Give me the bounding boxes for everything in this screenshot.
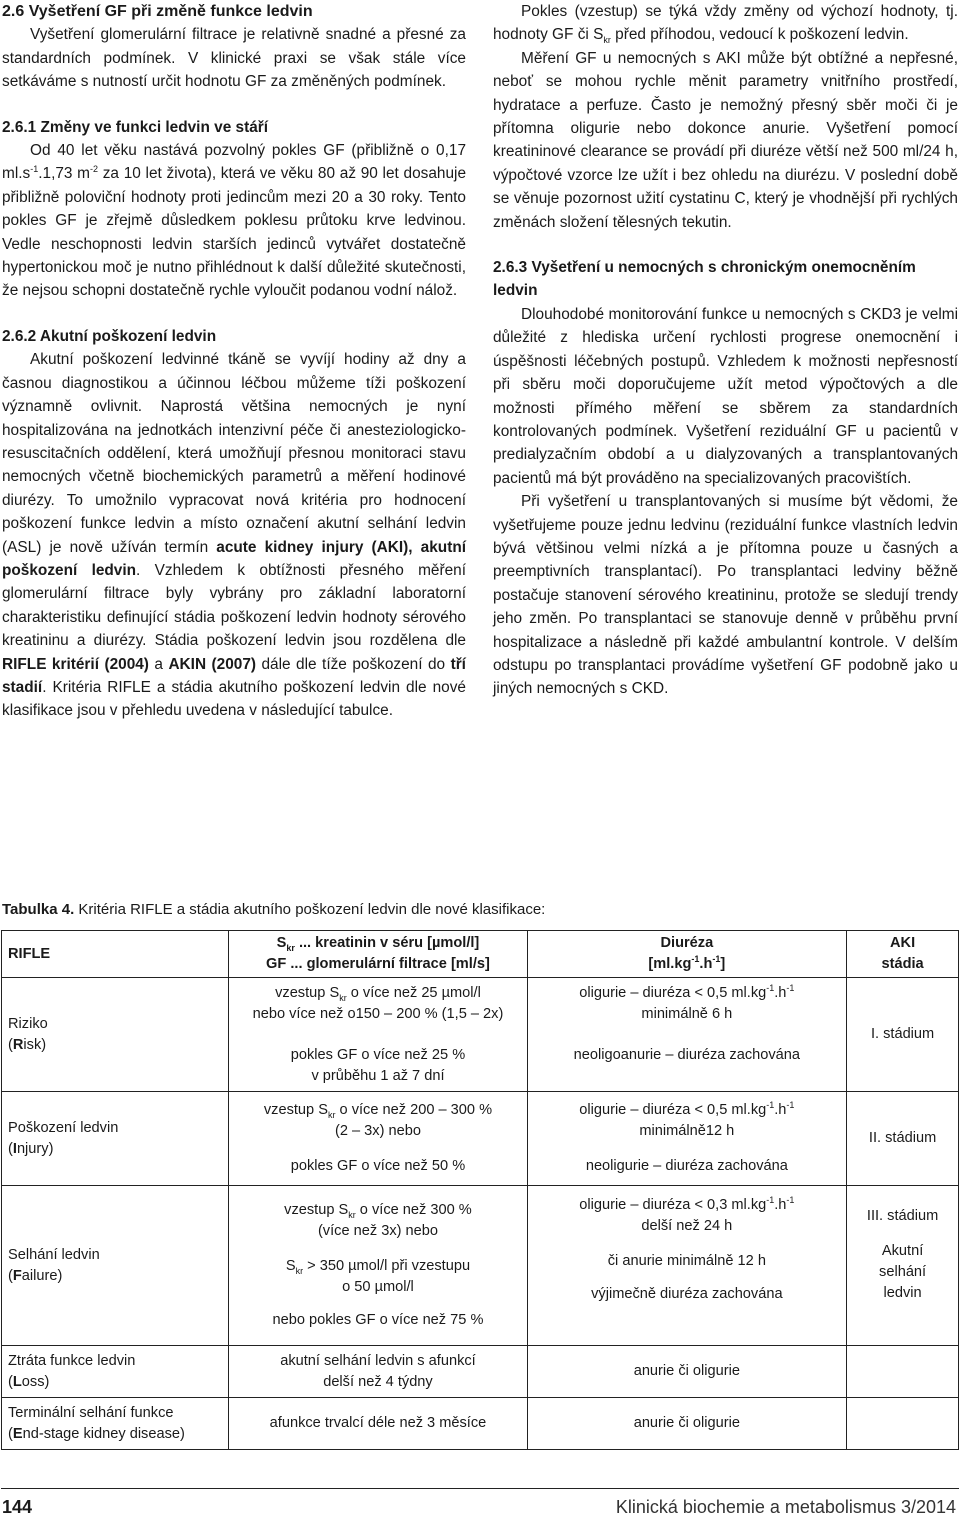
table-row-failure	[2, 1186, 959, 1346]
header-creatinine-gf: $S_{kr}$ ... kreatinin v séru [µmol/l] GF ... glomerulární filtrace [ml/s]	[229, 931, 527, 978]
right-column	[493, 0, 958, 701]
table-row-risk	[2, 978, 959, 1092]
table-header-row	[2, 931, 959, 978]
cell-loss-stage	[847, 1346, 959, 1398]
cell-loss-diuresis: anurie či oligurie	[527, 1346, 847, 1398]
rifle-table	[1, 930, 959, 1450]
subsection-heading-2-6-2: 2.6.2 Akutní poškození ledvin	[2, 327, 217, 345]
subsection-heading-2-6-3: 2.6.3 Vyšetření u nemocných s chronickým onemocněním ledvin	[493, 259, 916, 300]
table-row-injury	[2, 1092, 959, 1186]
cell-injury-stage: II. stádium	[847, 1092, 959, 1186]
paragraph-measurement: Měření GF u nemocných s AKI může být obtížné a nepřesné, neboť se mohou rychle měnit parametry vnitřního prostředí, hydratace a perfuze. Často je nemožný přesný sběr moči či je přítomna oligurie nebo dokonce anurie. Vyšetření pomocí kreatininové clearance se provádí při diuréze větší než 500 ml/24 h, výpočtové vzorce lze užít i bez ohledu na diurézu. V poslední době se věnuje pozornost užití cystatinu C, který je vhodnější při rychlých změnách složení tělesných tekutin.	[493, 49, 958, 231]
cell-risk-stage: I. stádium	[847, 978, 959, 1092]
paragraph-transplant: Při vyšetření u transplantovaných si musíme být vědomi, že vyšetřujeme pouze jednu ledvinu (reziduální funkce vlastních ledvin bývá většinou velmi nízká a je přítomna pouze u časných a preemptivních transplantací). Po transplantaci ledviny běžně postačuje stanovení sérového kreatininu, protože se sledují trendy jeho změn. Po transplantaci se stanovuje denně v průběhu první hospitalizace a následně při každé ambulantní kontrole. V delším odstupu po transplantaci provádíme vyšetření GF podobně jako u jiných nemocných s CKD.	[493, 493, 958, 698]
cell-failure-label: Selhání ledvin (Failure)	[2, 1186, 229, 1346]
cell-risk-diuresis: oligurie – diuréza < 0,5 $ml.kg^{-1}.h^{-1}$ minimálně 6 h neoligoanurie – diuréza zachována	[527, 978, 847, 1092]
page-number: 144	[2, 1497, 33, 1517]
paragraph-decline-note: Pokles (vzestup) se týká vždy změny od výchozí hodnoty, tj. hodnoty GF či $S_{kr}$ před příhodou, vedoucí k poškození ledvin.	[493, 3, 958, 46]
cell-loss-creatinine: akutní selhání ledvin s afunkcí delší než 4 týdny	[229, 1346, 527, 1398]
cell-injury-label: Poškození ledvin (Injury)	[2, 1092, 229, 1186]
cell-injury-creatinine: vzestup $S_{kr}$ o více než 200 – 300 % (2 – 3x) nebo pokles GF o více než 50 %	[229, 1092, 527, 1186]
cell-risk-creatinine: vzestup $S_{kr}$ o více než 25 µmol/l nebo více než o150 – 200 % (1,5 – 2x) pokles GF o více než 25 % v průběhu 1 až 7 dní	[229, 978, 527, 1092]
footer-divider	[1, 1488, 959, 1489]
cell-failure-diuresis: oligurie – diuréza < 0,3 $ml.kg^{-1}.h^{-1}$ delší než 24 h či anurie minimálně 12 h výjimečně diuréza zachována	[527, 1186, 847, 1346]
paragraph-aging: Od 40 let věku nastává pozvolný pokles GF (přibližně o 0,17 $ml.s^{-1}.1,73$ $m^{-2}$ za 10 let života), která ve věku 80 až 90 let dosahuje přibližně poloviční hodnoty proti jedincům mezi 20 a 30 roky. Tento pokles GF je zřejmě důsledkem poklesu průtoku krve ledvinou. Vedle neschopnosti ledvin starších jedinců vytvářet dostatečně hypertonickou moč je nutno přihlédnout k další důležité skutečnosti, že nejsou schopni dostatečně rychle vyloučit podanou vodní nálož.	[2, 142, 466, 300]
table-caption: Tabulka 4. Kritéria RIFLE a stádia akutního poškození ledvin dle nové klasifikace:	[2, 901, 546, 918]
journal-title: Klinická biochemie a metabolismus 3/2014	[615, 1497, 956, 1517]
cell-end-stage-diuresis: anurie či oligurie	[527, 1398, 847, 1450]
header-aki-stage: AKI stádia	[847, 931, 959, 978]
cell-failure-creatinine: vzestup $S_{kr}$ o více než 300 % (více než 3x) nebo $S_{kr} > 350$ µmol/l při vzestupu o 50 µmol/l nebo pokles GF o více než 75 %	[229, 1186, 527, 1346]
paragraph-intro: Vyšetření glomerulární filtrace je relativně snadné a přesné za standardních podmínek. V klinické praxi se však stále více setkáváme s nutností určit hodnotu GF za změněných podmínek.	[2, 26, 466, 91]
cell-end-stage-creatinine: afunkce trvalcí déle než 3 měsíce	[229, 1398, 527, 1450]
left-column	[2, 0, 466, 723]
cell-risk-label: Riziko (Risk)	[2, 978, 229, 1092]
cell-loss-label: Ztráta funkce ledvin (Loss)	[2, 1346, 229, 1398]
cell-end-stage-label: Terminální selhání funkce (End-stage kidney disease)	[2, 1398, 229, 1450]
cell-failure-stage: III. stádium Akutní selhání ledvin	[847, 1186, 959, 1346]
cell-end-stage-stage	[847, 1398, 959, 1450]
table-row-end-stage	[2, 1398, 959, 1450]
subsection-heading-2-6-1: 2.6.1 Změny ve funkci ledvin ve stáří	[2, 118, 269, 136]
paragraph-aki: Akutní poškození ledvinné tkáně se vyvíjí hodiny až dny a časnou diagnostikou a účinnou léčbou můžeme tíži poškození významně ovlivnit. Naprostá většina nemocných je nyní hospitalizována na jednotkách intenzivní péče či anesteziologicko-resuscitačních oddělení, která umožňují přesnou monitoraci stavu nemocných včetně biochemických parametrů a měření hodinové diurézy. To umožnilo vypracovat nová kritéria pro hodnocení poškození funkce ledvin a místo označení akutní selhání ledvin (ASL) je nově užíván termín acute kidney injury (AKI), akutní poškození ledvin. Vzhledem k obtížnosti přesného měření glomerulární filtrace byly vybrány pro základní laboratorní charakteristiku definující stádia poškození ledvin hodnoty sérového kreatininu a diurézy. Stádia poškození ledvin jsou rozdělena dle RIFLE kritérií (2004) a AKIN (2007) dále dle tíže poškození do tří stadií. Kritéria RIFLE a stádia akutního poškození ledvin dle nové klasifikace jsou v přehledu uvedena v následující tabulce.	[2, 351, 466, 720]
paragraph-ckd: Dlouhodobé monitorování funkce u nemocných s CKD3 je velmi důležité z hlediska určení rychlosti progrese onemocnění i úspěšnosti léčebných postupů. Vzhledem k možnosti nepřesností při sběru moči doporučujeme užít metod výpočtových a dle možnosti přímého měření se sběrem za standardních kontrolovaných podmínek. Vyšetření reziduální GF u pacientů v predialyzačním období a u dialyzovaných a transplantovaných pacientů má být prováděno na specializovaných pracovištích.	[493, 305, 958, 487]
cell-injury-diuresis: oligurie – diuréza < 0,5 $ml.kg^{-1}.h^{-1}$ minimálně12 h neoligurie – diuréza zachována	[527, 1092, 847, 1186]
table-row-loss	[2, 1346, 959, 1398]
section-heading-2-6: 2.6 Vyšetření GF při změně funkce ledvin	[2, 3, 313, 20]
header-rifle: RIFLE	[2, 931, 229, 978]
header-diuresis: Diuréza $[ml.kg^{-1}.h^{-1}]$	[527, 931, 847, 978]
